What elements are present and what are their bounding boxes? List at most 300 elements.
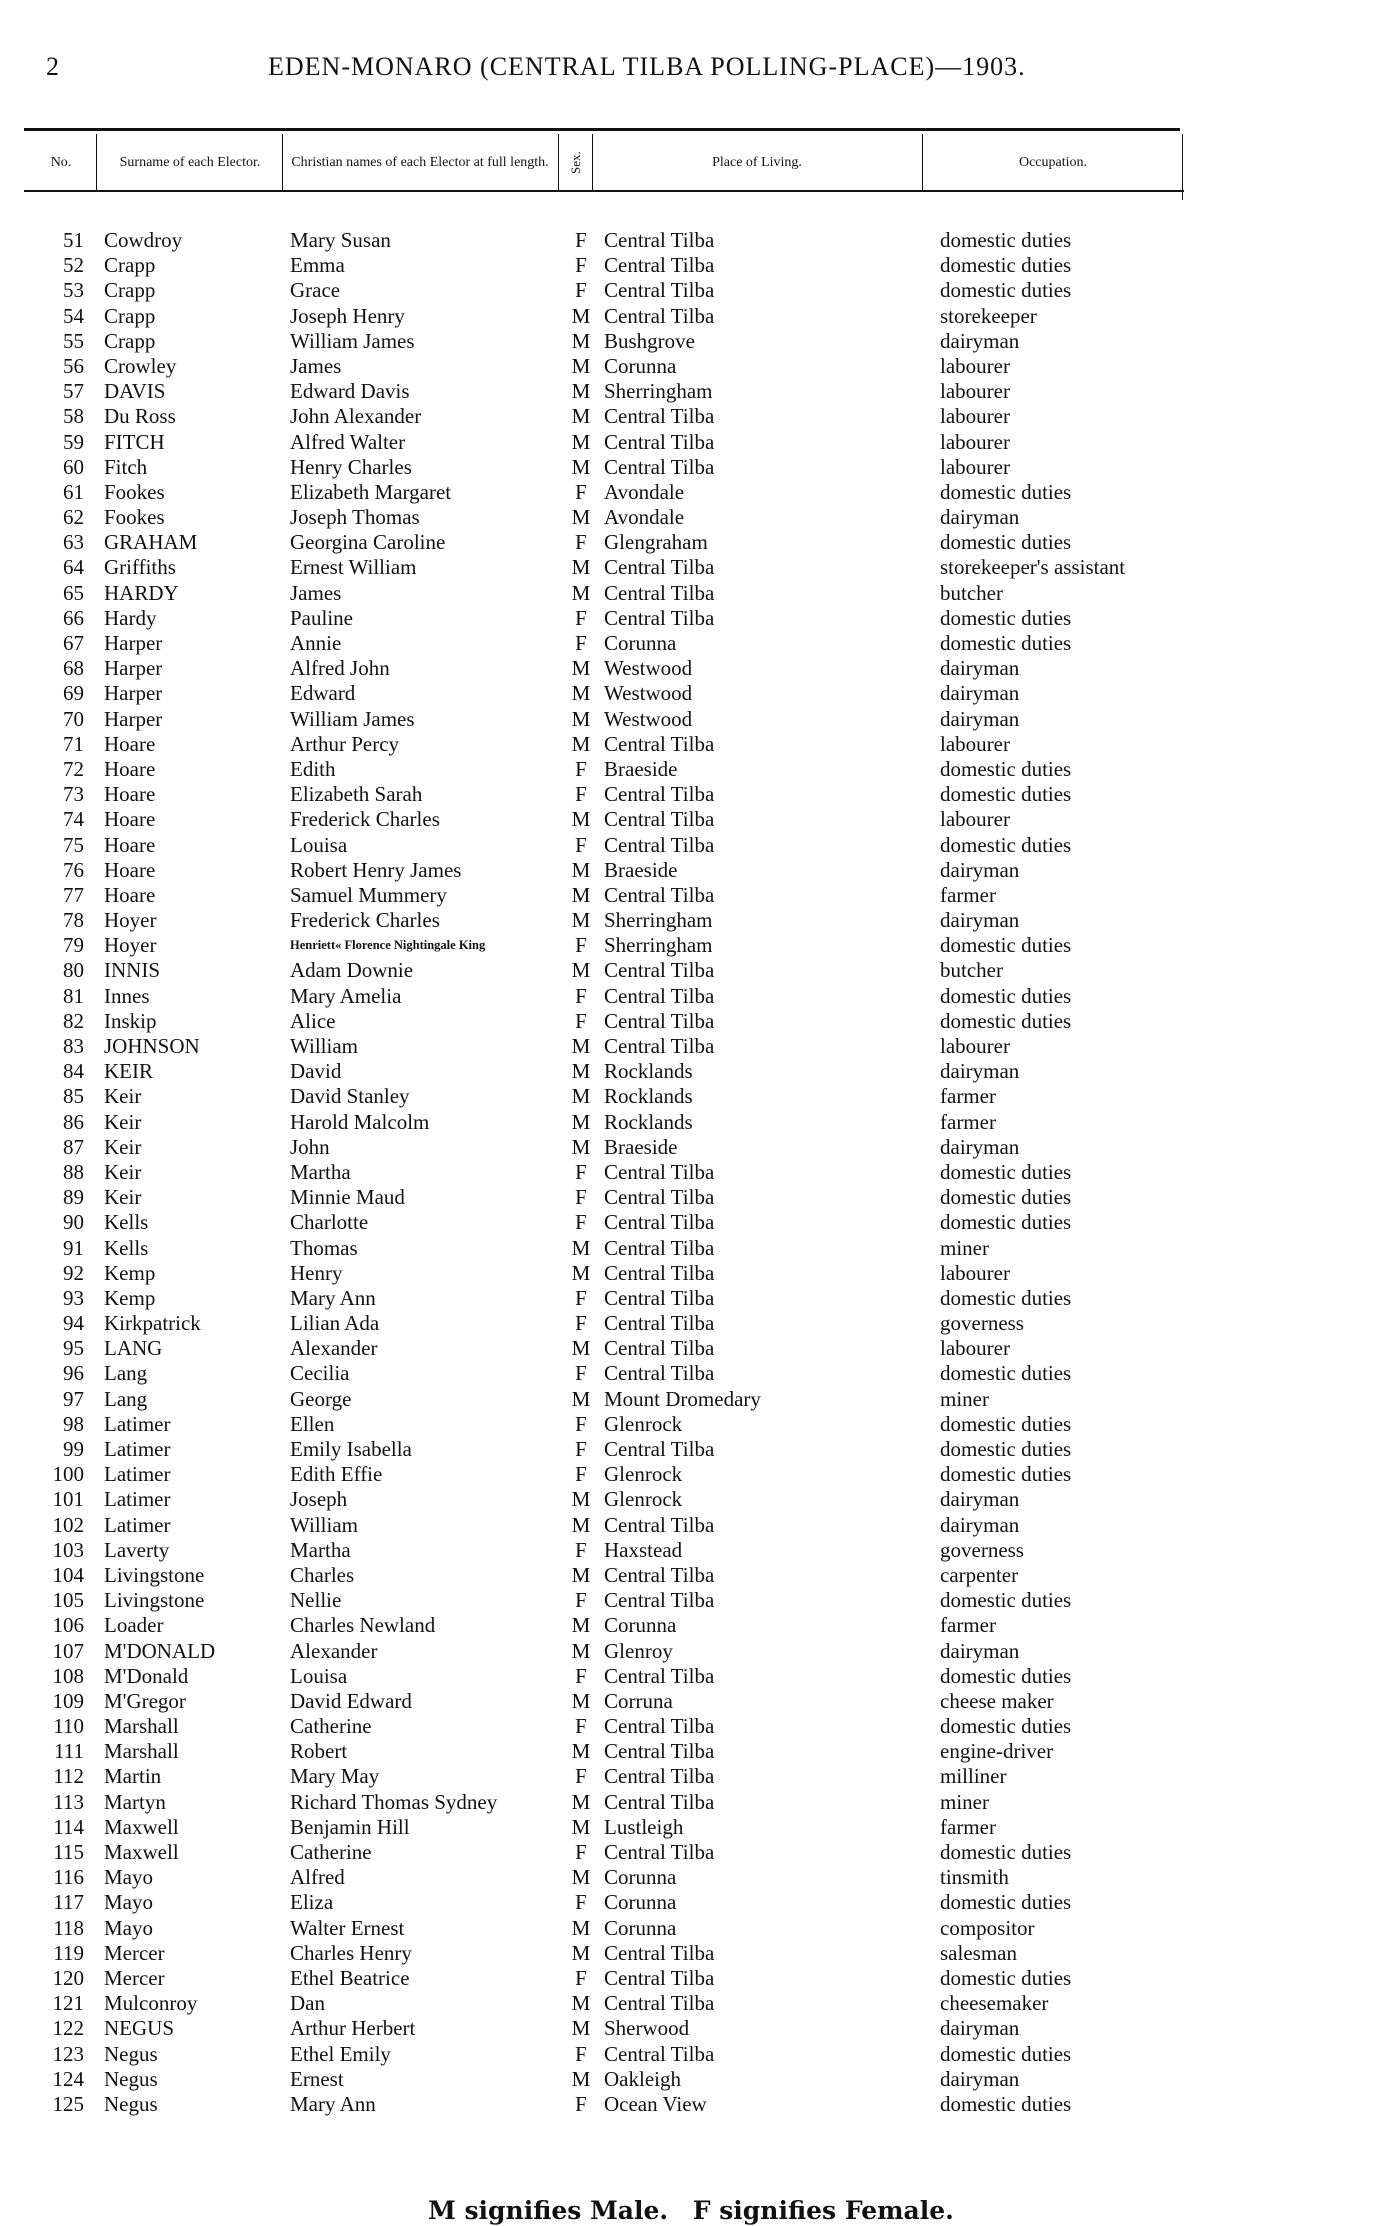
table-row — [0, 1387, 1382, 1412]
elector-surname: Keir — [104, 1109, 142, 1134]
table-row — [0, 1689, 1382, 1714]
elector-sex: F — [575, 228, 587, 252]
elector-occupation: dairyman — [940, 505, 1020, 530]
elector-sex: M — [571, 1915, 591, 1940]
elector-number: 113 — [53, 1789, 84, 1814]
elector-place: Central Tilba — [604, 1714, 715, 1739]
elector-place: Glengraham — [604, 530, 708, 555]
elector-christian-names: Mary Susan — [290, 228, 391, 252]
elector-christian-names: Joseph Henry — [290, 303, 405, 328]
elector-surname: Marshall — [104, 1739, 179, 1764]
elector-sex: F — [575, 983, 587, 1008]
elector-place: Sherringham — [604, 908, 713, 933]
elector-christian-names: Emma — [290, 253, 345, 278]
elector-christian-names: Catherine — [290, 1714, 372, 1739]
elector-occupation: domestic duties — [940, 1437, 1072, 1461]
elector-sex: F — [575, 605, 587, 630]
elector-place: Central Tilba — [604, 1588, 715, 1613]
elector-surname: Livingstone — [104, 1562, 205, 1587]
elector-surname: Griffiths — [104, 555, 176, 580]
elector-occupation: labourer — [940, 353, 1010, 378]
elector-christian-names: Georgina Caroline — [290, 530, 446, 555]
elector-christian-names: Grace — [290, 278, 341, 303]
elector-surname: INNIS — [104, 958, 160, 983]
elector-surname: Martyn — [104, 1789, 166, 1814]
elector-number: 53 — [63, 278, 84, 303]
elector-number: 121 — [52, 1991, 84, 2016]
elector-christian-names: Charles — [290, 1562, 355, 1587]
elector-place: Central Tilba — [604, 1739, 715, 1764]
elector-surname: Hoare — [104, 782, 156, 807]
elector-surname: Harper — [104, 656, 163, 681]
column-header-surname: Surname of each Elector. — [119, 155, 261, 170]
column-header-no: No. — [50, 155, 72, 170]
elector-place: Braeside — [604, 1134, 678, 1159]
table-row — [0, 2092, 1382, 2117]
elector-place: Sherwood — [604, 2016, 690, 2041]
elector-surname: Mayo — [104, 1865, 153, 1890]
elector-sex: M — [571, 908, 591, 933]
table-row — [0, 1538, 1382, 1563]
elector-number: 95 — [63, 1336, 84, 1361]
elector-christian-names: Annie — [290, 631, 342, 655]
elector-surname: Kirkpatrick — [104, 1311, 201, 1336]
elector-sex: M — [571, 353, 591, 378]
elector-christian-names: Pauline — [290, 605, 353, 630]
elector-place: Braeside — [604, 756, 678, 781]
elector-number: 102 — [52, 1512, 84, 1537]
table-row — [0, 1613, 1382, 1638]
elector-surname: Fookes — [104, 505, 165, 530]
table-row — [0, 379, 1382, 404]
elector-place: Central Tilba — [604, 2041, 715, 2066]
elector-place: Central Tilba — [604, 882, 715, 907]
elector-christian-names: Ernest William — [290, 555, 417, 580]
table-row — [0, 1236, 1382, 1261]
elector-number: 101 — [52, 1487, 84, 1512]
elector-sex: M — [571, 857, 591, 882]
elector-number: 55 — [63, 328, 84, 353]
elector-place: Corunna — [604, 631, 677, 655]
elector-surname: GRAHAM — [104, 530, 198, 555]
elector-christian-names: Adam Downie — [290, 958, 414, 983]
elector-sex: F — [575, 1537, 587, 1562]
elector-number: 115 — [53, 1840, 84, 1864]
table-row — [0, 933, 1382, 958]
header-rule-bottom — [24, 190, 1184, 192]
table-row — [0, 1739, 1382, 1764]
elector-place: Central Tilba — [604, 983, 715, 1008]
elector-surname: Lang — [104, 1361, 148, 1386]
elector-place: Haxstead — [604, 1537, 683, 1562]
elector-christian-names: David — [290, 1059, 342, 1084]
elector-number: 70 — [63, 706, 84, 731]
table-row — [0, 2067, 1382, 2092]
elector-surname: Latimer — [104, 1487, 171, 1512]
elector-christian-names: Edward Davis — [290, 379, 410, 404]
elector-occupation: domestic duties — [940, 756, 1072, 781]
elector-occupation: farmer — [940, 1613, 996, 1638]
elector-occupation: storekeeper's assistant — [940, 555, 1126, 580]
elector-sex: F — [575, 1285, 587, 1310]
elector-sex: F — [575, 1462, 587, 1487]
elector-sex: F — [575, 832, 587, 857]
elector-sex: M — [571, 1034, 591, 1058]
table-row — [0, 1160, 1382, 1185]
elector-occupation: domestic duties — [940, 1890, 1072, 1915]
elector-occupation: domestic duties — [940, 605, 1072, 630]
elector-number: 84 — [63, 1059, 84, 1084]
elector-place: Central Tilba — [604, 303, 715, 328]
elector-occupation: labourer — [940, 429, 1010, 454]
elector-number: 65 — [63, 580, 84, 605]
table-row — [0, 757, 1382, 782]
elector-number: 68 — [63, 656, 84, 681]
elector-place: Avondale — [604, 505, 685, 530]
elector-christian-names: Robert Henry James — [290, 857, 462, 882]
elector-surname: Keir — [104, 1159, 142, 1184]
elector-sex: F — [575, 479, 587, 504]
elector-sex: F — [575, 1965, 587, 1990]
elector-number: 114 — [53, 1814, 84, 1839]
table-row — [0, 1110, 1382, 1135]
table-row — [0, 1865, 1382, 1890]
elector-christian-names: Dan — [290, 1991, 325, 2016]
elector-sex: M — [571, 1739, 591, 1764]
elector-christian-names: Louisa — [290, 832, 348, 857]
elector-occupation: dairyman — [940, 681, 1020, 706]
elector-christian-names: Henry Charles — [290, 454, 412, 479]
elector-number: 108 — [52, 1663, 84, 1688]
elector-surname: FITCH — [104, 429, 165, 454]
elector-occupation: compositor — [940, 1915, 1035, 1940]
elector-christian-names: Catherine — [290, 1840, 372, 1864]
elector-number: 109 — [52, 1688, 84, 1713]
elector-number: 89 — [63, 1185, 84, 1210]
elector-occupation: labourer — [940, 1260, 1010, 1285]
table-row — [0, 1135, 1382, 1160]
elector-occupation: domestic duties — [940, 2041, 1072, 2066]
elector-occupation: domestic duties — [940, 933, 1072, 958]
elector-occupation: domestic duties — [940, 1663, 1072, 1688]
elector-number: 71 — [63, 731, 84, 756]
elector-place: Central Tilba — [604, 1437, 715, 1461]
table-row — [0, 304, 1382, 329]
table-row — [0, 707, 1382, 732]
elector-number: 88 — [63, 1159, 84, 1184]
elector-surname: Fitch — [104, 454, 148, 479]
table-row — [0, 278, 1382, 303]
elector-surname: NEGUS — [104, 2016, 175, 2041]
elector-place: Westwood — [604, 706, 693, 731]
elector-occupation: domestic duties — [940, 2091, 1072, 2116]
table-row — [0, 1034, 1382, 1059]
table-row — [0, 883, 1382, 908]
elector-sex: M — [571, 1638, 591, 1663]
elector-sex: M — [571, 555, 591, 580]
elector-surname: Mercer — [104, 1940, 165, 1965]
elector-number: 85 — [63, 1084, 84, 1109]
elector-occupation: labourer — [940, 731, 1010, 756]
elector-occupation: dairyman — [940, 908, 1020, 933]
table-row — [0, 1916, 1382, 1941]
elector-christian-names: Mary May — [290, 1764, 380, 1789]
elector-occupation: domestic duties — [940, 1965, 1072, 1990]
elector-occupation: dairyman — [940, 2066, 1020, 2091]
elector-place: Ocean View — [604, 2091, 707, 2116]
table-row — [0, 1664, 1382, 1689]
table-row — [0, 1059, 1382, 1084]
elector-christian-names: Charles Newland — [290, 1613, 436, 1638]
elector-surname: Crowley — [104, 353, 177, 378]
elector-number: 62 — [63, 505, 84, 530]
table-row — [0, 1991, 1382, 2016]
elector-surname: Latimer — [104, 1437, 171, 1461]
elector-number: 66 — [63, 605, 84, 630]
elector-place: Corunna — [604, 353, 677, 378]
elector-sex: M — [571, 1814, 591, 1839]
elector-number: 63 — [63, 530, 84, 555]
elector-occupation: domestic duties — [940, 1210, 1072, 1235]
elector-christian-names: John — [290, 1134, 330, 1159]
elector-sex: M — [571, 1512, 591, 1537]
elector-number: 105 — [52, 1588, 84, 1613]
elector-sex: M — [571, 1084, 591, 1109]
elector-christian-names: Frederick Charles — [290, 908, 440, 933]
elector-sex: M — [571, 328, 591, 353]
table-row — [0, 1790, 1382, 1815]
elector-christian-names: Alexander — [290, 1638, 378, 1663]
elector-sex: M — [571, 882, 591, 907]
elector-surname: KEIR — [104, 1059, 153, 1084]
elector-occupation: dairyman — [940, 1638, 1020, 1663]
elector-surname: Hoare — [104, 882, 156, 907]
elector-surname: Maxwell — [104, 1814, 179, 1839]
elector-place: Central Tilba — [604, 555, 715, 580]
elector-occupation: farmer — [940, 1084, 996, 1109]
table-row — [0, 1336, 1382, 1361]
elector-place: Bushgrove — [604, 328, 695, 353]
elector-sex: F — [575, 782, 587, 807]
elector-place: Central Tilba — [604, 454, 715, 479]
elector-sex: F — [575, 1210, 587, 1235]
table-row — [0, 1412, 1382, 1437]
elector-surname: Cowdroy — [104, 228, 183, 252]
elector-christian-names: Nellie — [290, 1588, 342, 1613]
table-row — [0, 1462, 1382, 1487]
elector-occupation: domestic duties — [940, 228, 1072, 252]
elector-surname: Hoare — [104, 731, 156, 756]
elector-number: 98 — [63, 1411, 84, 1436]
elector-occupation: dairyman — [940, 328, 1020, 353]
elector-place: Central Tilba — [604, 1512, 715, 1537]
table-row — [0, 782, 1382, 807]
elector-christian-names: Thomas — [290, 1235, 358, 1260]
elector-occupation: tinsmith — [940, 1865, 1009, 1890]
elector-sex: F — [575, 1437, 587, 1461]
elector-surname: Keir — [104, 1084, 142, 1109]
elector-surname: Innes — [104, 983, 150, 1008]
elector-surname: Mercer — [104, 1965, 165, 1990]
table-row — [0, 833, 1382, 858]
elector-place: Central Tilba — [604, 1789, 715, 1814]
elector-christian-names: Robert — [290, 1739, 348, 1764]
elector-place: Corunna — [604, 1613, 677, 1638]
table-row — [0, 807, 1382, 832]
table-row — [0, 1815, 1382, 1840]
elector-occupation: miner — [940, 1789, 989, 1814]
elector-occupation: labourer — [940, 1034, 1010, 1058]
elector-place: Corunna — [604, 1915, 677, 1940]
elector-sex: M — [571, 1613, 591, 1638]
elector-occupation: domestic duties — [940, 1285, 1072, 1310]
column-divider — [282, 134, 283, 192]
elector-place: Rocklands — [604, 1059, 693, 1084]
elector-number: 96 — [63, 1361, 84, 1386]
elector-number: 106 — [52, 1613, 84, 1638]
elector-sex: M — [571, 2066, 591, 2091]
elector-occupation: farmer — [940, 1814, 996, 1839]
table-row — [0, 581, 1382, 606]
elector-surname: Kells — [104, 1235, 149, 1260]
elector-occupation: farmer — [940, 882, 996, 907]
elector-place: Central Tilba — [604, 278, 715, 303]
table-row — [0, 656, 1382, 681]
elector-occupation: labourer — [940, 404, 1010, 429]
elector-sex: F — [575, 1840, 587, 1864]
elector-sex: M — [571, 1109, 591, 1134]
table-row — [0, 681, 1382, 706]
elector-occupation: domestic duties — [940, 278, 1072, 303]
elector-christian-names: Elizabeth Margaret — [290, 479, 452, 504]
table-row — [0, 1639, 1382, 1664]
elector-sex: F — [575, 2041, 587, 2066]
elector-occupation: labourer — [940, 379, 1010, 404]
elector-christian-names: Ernest — [290, 2066, 344, 2091]
elector-place: Central Tilba — [604, 1235, 715, 1260]
elector-christian-names: William James — [290, 706, 415, 731]
elector-occupation: engine-driver — [940, 1739, 1054, 1764]
elector-occupation: governess — [940, 1537, 1024, 1562]
elector-sex: F — [575, 1588, 587, 1613]
elector-occupation: domestic duties — [940, 1462, 1072, 1487]
elector-number: 107 — [52, 1638, 84, 1663]
elector-sex: F — [575, 530, 587, 555]
elector-christian-names: Ethel Beatrice — [290, 1965, 410, 1990]
elector-number: 120 — [52, 1965, 84, 1990]
elector-place: Corunna — [604, 1865, 677, 1890]
elector-christian-names: Mary Ann — [290, 2091, 376, 2116]
elector-sex: F — [575, 253, 587, 278]
elector-surname: Maxwell — [104, 1840, 179, 1864]
elector-place: Central Tilba — [604, 1285, 715, 1310]
elector-occupation: domestic duties — [940, 1411, 1072, 1436]
elector-place: Central Tilba — [604, 1764, 715, 1789]
elector-surname: Crapp — [104, 253, 156, 278]
elector-christian-names: David Edward — [290, 1688, 412, 1713]
elector-christian-names: Louisa — [290, 1663, 348, 1688]
table-row — [0, 1286, 1382, 1311]
elector-place: Central Tilba — [604, 1034, 715, 1058]
elector-place: Glenrock — [604, 1411, 683, 1436]
column-divider — [922, 134, 923, 192]
elector-christian-names: Martha — [290, 1159, 351, 1184]
elector-christian-names: Alfred — [290, 1865, 345, 1890]
elector-place: Central Tilba — [604, 731, 715, 756]
elector-number: 67 — [63, 631, 84, 655]
elector-surname: Harper — [104, 706, 163, 731]
table-row — [0, 732, 1382, 757]
table-row — [0, 1966, 1382, 1991]
column-divider — [1182, 134, 1183, 200]
table-row — [0, 2016, 1382, 2041]
elector-surname: Du Ross — [104, 404, 176, 429]
elector-surname: Harper — [104, 681, 163, 706]
page-title: EDEN-MONARO (CENTRAL TILBA POLLING-PLACE)—1903. — [268, 52, 1026, 81]
elector-occupation: salesman — [940, 1940, 1017, 1965]
elector-occupation: dairyman — [940, 656, 1020, 681]
elector-christian-names: Emily Isabella — [290, 1437, 412, 1461]
table-row — [0, 631, 1382, 656]
elector-sex: M — [571, 1260, 591, 1285]
elector-christian-names: William — [290, 1034, 358, 1058]
elector-surname: M'Gregor — [104, 1688, 186, 1713]
elector-occupation: cheese maker — [940, 1688, 1054, 1713]
elector-place: Central Tilba — [604, 807, 715, 832]
table-row — [0, 253, 1382, 278]
table-row — [0, 1588, 1382, 1613]
elector-surname: JOHNSON — [104, 1034, 200, 1058]
elector-occupation: miner — [940, 1235, 989, 1260]
elector-occupation: dairyman — [940, 706, 1020, 731]
elector-sex: F — [575, 1890, 587, 1915]
elector-occupation: farmer — [940, 1109, 996, 1134]
elector-place: Rocklands — [604, 1109, 693, 1134]
elector-christian-names: Harold Malcolm — [290, 1109, 430, 1134]
elector-number: 76 — [63, 857, 84, 882]
elector-place: Glenrock — [604, 1487, 683, 1512]
elector-place: Central Tilba — [604, 1562, 715, 1587]
elector-occupation: butcher — [940, 958, 1003, 983]
column-header-occupation: Occupation. — [1018, 155, 1088, 170]
table-row — [0, 1009, 1382, 1034]
elector-surname: Hoare — [104, 857, 156, 882]
elector-occupation: domestic duties — [940, 983, 1072, 1008]
elector-occupation: dairyman — [940, 1059, 1020, 1084]
elector-number: 100 — [52, 1462, 84, 1487]
elector-place: Central Tilba — [604, 782, 715, 807]
elector-sex: F — [575, 933, 587, 958]
elector-surname: Latimer — [104, 1462, 171, 1487]
table-row — [0, 1890, 1382, 1915]
elector-sex: M — [571, 1059, 591, 1084]
column-header-sex: Sex. — [568, 151, 583, 175]
elector-surname: Harper — [104, 631, 163, 655]
elector-surname: Crapp — [104, 303, 156, 328]
elector-place: Central Tilba — [604, 1840, 715, 1864]
elector-sex: F — [575, 631, 587, 655]
table-row — [0, 530, 1382, 555]
elector-christian-names: Benjamin Hill — [290, 1814, 410, 1839]
elector-christian-names: Alexander — [290, 1336, 378, 1361]
elector-occupation: domestic duties — [940, 1588, 1072, 1613]
elector-surname: Fookes — [104, 479, 165, 504]
elector-place: Braeside — [604, 857, 678, 882]
elector-christian-names: Alfred Walter — [290, 429, 406, 454]
elector-place: Central Tilba — [604, 1361, 715, 1386]
elector-christian-names: Charlotte — [290, 1210, 369, 1235]
elector-number: 92 — [63, 1260, 84, 1285]
